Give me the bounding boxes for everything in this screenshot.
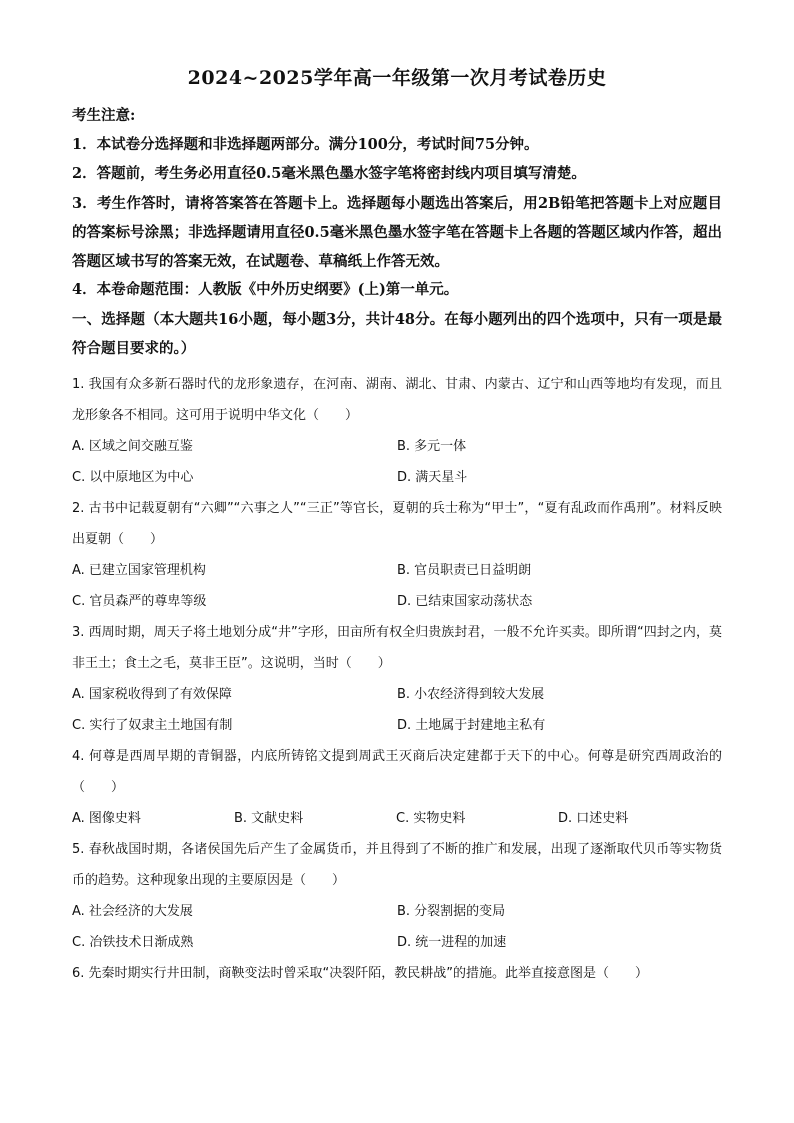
option-c: C. 实行了奴隶主土地国有制 [72,718,233,733]
question-stem: 6. 先秦时期实行井田制，商鞅变法时曾采取“决裂阡陌，教民耕战”的措施。此举直接意图是（ ） [72,966,649,981]
question-stem: 5. 春秋战国时期，各诸侯国先后产生了金属货币，并且得到了不断的推广和发展，出现了逐渐取代贝币等实物货币的趋势。这种现象出现的主要原因是（ ） [72,842,722,888]
question-6 [72,958,722,989]
question-2 [72,493,722,617]
option-group [72,431,722,493]
option-d: D. 统一进程的加速 [397,935,507,950]
option-c: C. 冶铁技术日渐成熟 [72,935,194,950]
notice-item-1: 1．本试卷分选择题和非选择题两部分。满分100分，考试时间75分钟。 [72,136,539,153]
question-3 [72,617,722,741]
exam-page [72,64,722,989]
option-a: A. 国家税收得到了有效保障 [72,687,232,702]
notice-item-3: 3．考生作答时，请将答案答在答题卡上。选择题每小题选出答案后，用2B铅笔把答题卡上对应题目的答案标号涂黑；非选择题请用直径0.5毫米黑色墨水签字笔在答题卡上各题的答题区域内作答，超出答题区域书写的答案无效，在试题卷、草稿纸上作答无效。 [72,195,722,270]
option-d: D. 满天星斗 [397,470,468,485]
question-5 [72,834,722,958]
option-c: C. 实物史料 [396,811,466,826]
option-b: B. 多元一体 [397,439,467,454]
notice-item-2: 2．答题前，考生务必用直径0.5毫米黑色墨水签字笔将密封线内项目填写清楚。 [72,165,586,182]
exam-title: 2024~2025学年高一年级第一次月考试卷历史 [187,67,607,89]
option-c: C. 以中原地区为中心 [72,470,194,485]
option-d: D. 已结束国家动荡状态 [397,594,533,609]
option-b: B. 文献史料 [234,811,304,826]
notice-item-4: 4．本卷命题范围：人教版《中外历史纲要》(上)第一单元。 [72,281,459,298]
option-group [72,679,722,741]
question-stem: 1. 我国有众多新石器时代的龙形象遗存，在河南、湖南、湖北、甘肃、内蒙古、辽宁和山西等地均有发现，而且龙形象各不相同。这可用于说明中华文化（ ） [72,377,722,423]
option-d: D. 口述史料 [558,811,629,826]
option-group [72,803,722,834]
notice-block [72,106,722,300]
question-1 [72,369,722,493]
question-stem: 3. 西周时期，周天子将土地划分成“井”字形，田亩所有权全归贵族封君，一般不允许买卖。即所谓“四封之内，莫非王土；食土之毛，莫非王臣”。这说明，当时（ ） [72,625,722,671]
option-a: A. 图像史料 [72,811,141,826]
section-heading-choice: 一、选择题（本大题共16小题，每小题3分，共计48分。在每小题列出的四个选项中，只有一项是最符合题目要求的。） [72,311,722,357]
option-group [72,555,722,617]
option-c: C. 官员森严的尊卑等级 [72,594,207,609]
question-stem: 2. 古书中记载夏朝有“六卿”“六事之人”“三正”等官长，夏朝的兵士称为“甲士”，“夏有乱政而作禹刑”。材料反映出夏朝（ ） [72,501,722,547]
option-d: D. 土地属于封建地主私有 [397,718,546,733]
option-b: B. 分裂割据的变局 [397,904,506,919]
option-group [72,896,722,958]
notice-heading: 考生注意: [72,107,136,124]
option-a: A. 社会经济的大发展 [72,904,193,919]
option-b: B. 官员职责已日益明朗 [397,563,532,578]
option-a: A. 区域之间交融互鉴 [72,439,193,454]
question-4 [72,741,722,834]
option-a: A. 已建立国家管理机构 [72,563,206,578]
question-stem: 4. 何尊是西周早期的青铜器，内底所铸铭文提到周武王灭商后决定建都于天下的中心。何尊是研究西周政治的（ ） [72,749,722,795]
option-b: B. 小农经济得到较大发展 [397,687,545,702]
